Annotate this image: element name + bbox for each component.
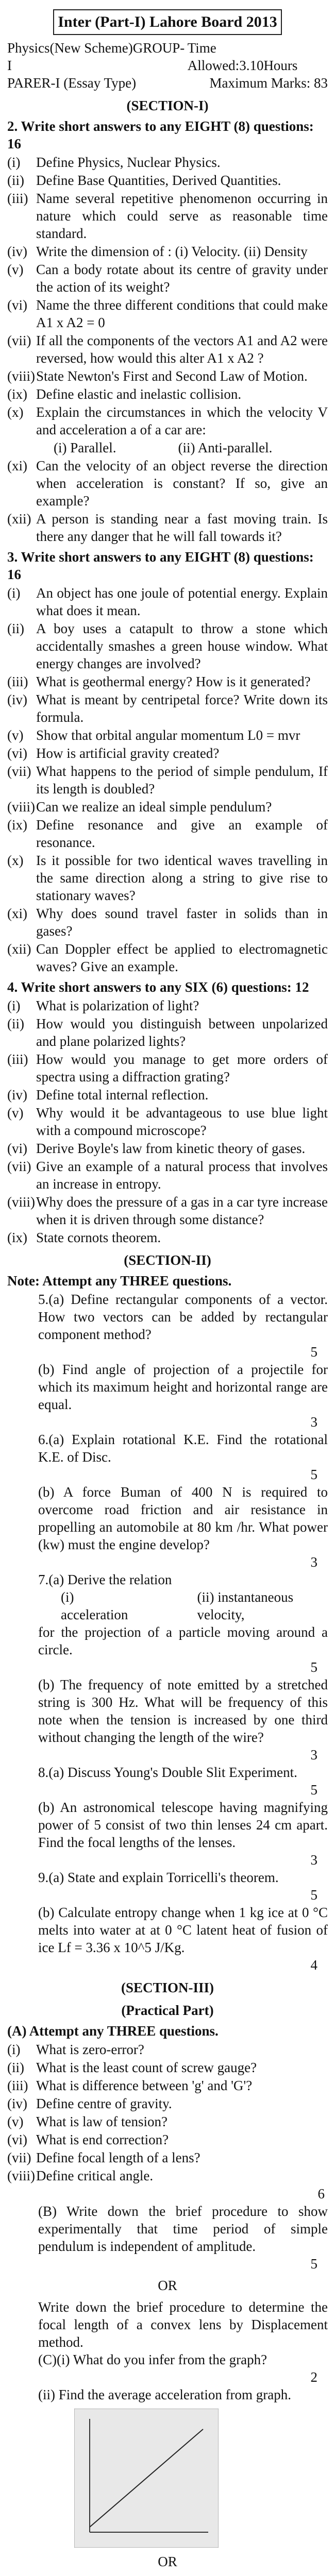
- q3-item-text: Define resonance and give an example of resonance.: [36, 817, 328, 850]
- q3-item-text: Is it possible for two identical waves travelling in the same direction along a string to give rise to stationary waves?: [36, 853, 328, 903]
- q4-item-number: (vi): [7, 1141, 27, 1156]
- q2-item: [0, 261, 335, 296]
- q2-item-number: (xii): [7, 511, 31, 527]
- practical-item: [0, 2113, 335, 2130]
- q2-item: [0, 510, 335, 545]
- q4-item-number: (vii): [7, 1159, 31, 1174]
- q9a-marks: 5: [310, 1887, 317, 1903]
- practical-item-number: (vi): [7, 2132, 27, 2147]
- q2-item-text: Can the velocity of an object reverse the direction when acceleration is constant? If so, give an example?: [36, 458, 328, 509]
- practical-item: [0, 2077, 335, 2094]
- q3-heading: 3. Write short answers to any EIGHT (8) questions: 16: [7, 549, 314, 582]
- q2-item-text: Name the three different conditions that could make A1 x A2 = 0: [36, 297, 328, 330]
- q2-item-number: (vi): [7, 297, 27, 313]
- q4-item: [0, 997, 335, 1014]
- part-c-ii: (ii) Find the average acceleration from graph.: [38, 2387, 292, 2402]
- q3-item: [0, 744, 335, 762]
- q3-item-number: (ii): [7, 621, 24, 636]
- part-b: (B) Write down the brief procedure to show experimentally that time period of simple pendulum is independent of amplitude.: [38, 2204, 328, 2254]
- part-c-marks: 2: [310, 2369, 317, 2385]
- paper-label: PARER-I (Essay Type): [7, 75, 137, 91]
- q2-item-text: Explain the circumstances in which the velocity V and acceleration a of a car are:: [36, 404, 328, 437]
- practical-item: [0, 2131, 335, 2148]
- q3-item-number: (ix): [7, 817, 27, 833]
- section-2-title: (SECTION-II): [124, 1252, 211, 1268]
- q4-item-text: How would you distinguish between unpolarized and plane polarized lights?: [36, 1016, 328, 1049]
- section-3-title: (SECTION-III): [121, 1980, 214, 1995]
- page-title: Inter (Part-I) Lahore Board 2013: [53, 9, 282, 35]
- q3-item-text: A boy uses a catapult to throw a stone which accidentally smashes a green house window. What energy changes are involved?: [36, 621, 328, 671]
- q2-item: [0, 403, 335, 438]
- q6a-marks: 5: [310, 1467, 317, 1482]
- q2-list: [0, 154, 335, 545]
- q9b: (b) Calculate entropy change when 1 kg ice at 0 °C melts into water at at 0 °C latent heat of fusion of ice Lf = 3.36 x 10^5 J/Kg.: [38, 1905, 328, 1955]
- q3-item-number: (iii): [7, 674, 28, 689]
- q3-item: [0, 584, 335, 619]
- q4-item-text: How would you manage to get more orders of spectra using a diffraction grating?: [36, 1052, 328, 1084]
- practical-item-number: (viii): [7, 2168, 35, 2183]
- q7b-marks: 3: [310, 1747, 317, 1762]
- q3-item-number: (viii): [7, 799, 35, 815]
- q4-item-text: Derive Boyle's law from kinetic theory of gases.: [36, 1141, 306, 1156]
- q4-item-number: (iv): [7, 1087, 27, 1103]
- q2-x-options: [0, 439, 335, 456]
- q2-item-number: (iv): [7, 244, 27, 259]
- q4-item: [0, 1050, 335, 1086]
- q3-item: [0, 726, 335, 744]
- q3-item: [0, 798, 335, 816]
- q2-item: [0, 457, 335, 510]
- q7a-options: [7, 1588, 328, 1623]
- q3-item-text: Show that orbital angular momentum L0 = mvr: [36, 727, 300, 743]
- q4-item-text: State cornots theorem.: [36, 1230, 161, 1245]
- q4-item-number: (ix): [7, 1230, 27, 1245]
- subject-label: Physics(New Scheme)GROUP-I: [7, 40, 185, 73]
- q2-item-number: (ix): [7, 386, 27, 402]
- q3-item-number: (xi): [7, 906, 27, 921]
- q3-item: [0, 673, 335, 690]
- q5a: 5.(a) Define rectangular components of a vector. How two vectors can be added by rectangular component method?: [38, 1292, 328, 1342]
- q6b-marks: 3: [310, 1554, 317, 1570]
- q2-heading: 2. Write short answers to any EIGHT (8) questions: 16: [7, 118, 314, 151]
- or-divider-2: OR: [158, 2554, 177, 2569]
- q3-item-number: (vi): [7, 745, 27, 761]
- practical-item: [0, 2041, 335, 2058]
- q2-item-number: (x): [7, 404, 24, 420]
- q7a-option-2: (ii) instantaneous velocity,: [197, 1589, 294, 1622]
- q8b: (b) An astronomical telescope having magnifying power of 5 consist of two thin lenses 24 cm apart. Find the focal lengths of the lenses.: [38, 1800, 328, 1850]
- q3-item-text: Can we realize an ideal simple pendulum?: [36, 799, 272, 815]
- practical-item: [0, 2095, 335, 2112]
- q7b: (b) The frequency of note emitted by a stretched string is 300 Hz. What will be frequency of this note when the tension is increased by one third without changing the length of the wire?: [38, 1677, 328, 1745]
- q2-item-text: Define Base Quantities, Derived Quantities.: [36, 173, 281, 188]
- q2-item-number: (iii): [7, 191, 28, 206]
- q3-item: [0, 905, 335, 940]
- q3-list: [0, 584, 335, 975]
- or-divider: OR: [158, 2278, 177, 2293]
- max-marks: Maximum Marks: 83: [209, 75, 328, 91]
- q2-item: [0, 190, 335, 242]
- q4-item-text: Why would it be advantageous to use blue light with a compound microscope?: [36, 1105, 328, 1138]
- q2-item: [0, 154, 335, 171]
- q4-item-number: (viii): [7, 1194, 35, 1210]
- practical-item: [0, 2059, 335, 2076]
- q4-item: [0, 1140, 335, 1157]
- q7a-option-1: (i) acceleration: [61, 1589, 128, 1622]
- q7a: 7.(a) Derive the relation: [38, 1572, 172, 1587]
- practical-item-number: (iv): [7, 2096, 27, 2111]
- practical-item-text: What is zero-error?: [36, 2042, 144, 2057]
- q3-item-number: (vii): [7, 764, 31, 779]
- q2-item: [0, 296, 335, 331]
- q2-item-number: (viii): [7, 368, 35, 384]
- q3-item: [0, 940, 335, 975]
- q2-x-option: (i) Parallel.: [54, 440, 116, 455]
- q2-item-number: (xi): [7, 458, 27, 473]
- q7a-tail: for the projection of a particle moving around a circle.: [38, 1624, 328, 1657]
- q3-item-number: (i): [7, 585, 21, 601]
- q2-item: [0, 172, 335, 189]
- long-questions: [0, 1291, 335, 1974]
- part-c: (C)(i) What do you infer from the graph?: [38, 2352, 267, 2367]
- q4-item-text: Give an example of a natural process that involves an increase in entropy.: [36, 1159, 328, 1192]
- practical-item-text: Define centre of gravity.: [36, 2096, 172, 2111]
- q2-item-text: Can a body rotate about its centre of gravity under the action of its weight?: [36, 262, 328, 295]
- q3-item-text: What happens to the period of simple pendulum, If its length is doubled?: [36, 764, 328, 796]
- q3-item-text: What is geothermal energy? How is it generated?: [36, 674, 311, 689]
- q3-item: [0, 816, 335, 851]
- practical-item-text: What is law of tension?: [36, 2114, 167, 2129]
- q4-item: [0, 1193, 335, 1228]
- q3-item: [0, 620, 335, 672]
- q4-item: [0, 1086, 335, 1104]
- q4-list: [0, 997, 335, 1246]
- q6b: (b) A force Buman of 400 N is required to overcome road friction and air resistance in propelling an automobile at 80 km /hr. What power (kw) must the engine develop?: [38, 1484, 328, 1552]
- q4-item: [0, 1229, 335, 1246]
- q2-item-number: (i): [7, 155, 21, 170]
- q2-item: [0, 367, 335, 385]
- q3-item-number: (v): [7, 727, 24, 743]
- q4-item-number: (iii): [7, 1052, 28, 1067]
- q3-item: [0, 762, 335, 798]
- q2-item-text: A person is standing near a fast moving train. Is there any danger that he will fall towards it?: [36, 511, 328, 544]
- q2-item-text: Define Physics, Nuclear Physics.: [36, 155, 221, 170]
- q4-item-number: (i): [7, 998, 21, 1013]
- q5b-marks: 3: [310, 1414, 317, 1430]
- q4-heading: 4. Write short answers to any SIX (6) questions: 12: [7, 979, 309, 995]
- q5a-marks: 5: [310, 1344, 317, 1360]
- q4-item: [0, 1015, 335, 1050]
- practical-item-text: What is difference between 'g' and 'G'?: [36, 2078, 253, 2093]
- section-2-note: Note: Attempt any THREE questions.: [7, 1273, 232, 1289]
- q8b-marks: 3: [310, 1852, 317, 1868]
- q2-item-text: Write the dimension of : (i) Velocity. (ii) Density: [36, 244, 308, 259]
- q4-item-text: What is polarization of light?: [36, 998, 199, 1013]
- q3-item-text: How is artificial gravity created?: [36, 745, 220, 761]
- q4-item-number: (v): [7, 1105, 24, 1121]
- practical-item: [0, 2167, 335, 2184]
- q3-item-number: (iv): [7, 692, 27, 707]
- practical-item-text: What is the least count of screw gauge?: [36, 2060, 257, 2075]
- q3-item: [0, 691, 335, 726]
- part-a-marks: 6: [317, 2186, 325, 2201]
- practical-item-number: (vii): [7, 2150, 31, 2165]
- part-b-marks: 5: [310, 2256, 317, 2272]
- part-b-alt: Write down the brief procedure to determine the focal length of a convex lens by Displacement method.: [38, 2299, 328, 2350]
- q2-item-number: (ii): [7, 173, 24, 188]
- q3-item-text: Why does sound travel faster in solids than in gases?: [36, 906, 328, 939]
- q2-item-text: Name several repetitive phenomenon occurring in nature which could serve as reasonable time standard.: [36, 191, 328, 241]
- practical-item-text: Define focal length of a lens?: [36, 2150, 200, 2165]
- q9a: 9.(a) State and explain Torricelli's theorem.: [38, 1870, 279, 1885]
- q3-item-number: (xii): [7, 941, 31, 957]
- practical-item-number: (i): [7, 2042, 21, 2057]
- q2-item-text: Define elastic and inelastic collision.: [36, 386, 242, 402]
- q3-item-text: An object has one joule of potential energy. Explain what does it mean.: [36, 585, 328, 618]
- q3-item-number: (x): [7, 853, 24, 868]
- q2-item-text: If all the components of the vectors A1 and A2 were reversed, how would this alter A1 x A2 ?: [36, 333, 328, 366]
- q4-item-number: (ii): [7, 1016, 24, 1031]
- q9b-marks: 4: [310, 1957, 317, 1973]
- section-1-title: (SECTION-I): [126, 98, 209, 113]
- practical-item-number: (v): [7, 2114, 24, 2129]
- q2-item-number: (vii): [7, 333, 31, 348]
- practical-item-number: (ii): [7, 2060, 24, 2075]
- q3-item-text: Can Doppler effect be applied to electromagnetic waves? Give an example.: [36, 941, 328, 974]
- velocity-time-graph: [74, 2409, 219, 2548]
- practical-list: [0, 2041, 335, 2184]
- q8a-marks: 5: [310, 1782, 317, 1798]
- q8a: 8.(a) Discuss Young's Double Slit Experiment.: [38, 1765, 297, 1780]
- q3-item: [0, 852, 335, 904]
- q4-item: [0, 1104, 335, 1139]
- q2-item-number: (v): [7, 262, 24, 277]
- section-3-subtitle: (Practical Part): [121, 2003, 214, 2018]
- q2-item-text: State Newton's First and Second Law of Motion.: [36, 368, 308, 384]
- q4-item-text: Why does the pressure of a gas in a car tyre increase when it is driven through some distance?: [36, 1194, 328, 1227]
- q2-item: [0, 385, 335, 403]
- practical-item-text: What is end correction?: [36, 2132, 169, 2147]
- q2-x-option: (ii) Anti-parallel.: [178, 440, 273, 455]
- q6a: 6.(a) Explain rotational K.E. Find the rotational K.E. of Disc.: [38, 1432, 328, 1465]
- q2-item: [0, 243, 335, 260]
- time-allowed: Time Allowed:3.10Hours: [187, 40, 298, 73]
- q4-item: [0, 1158, 335, 1193]
- paper-meta: [0, 39, 335, 92]
- q2-item: [0, 332, 335, 367]
- part-a-heading: (A) Attempt any THREE questions.: [7, 2023, 219, 2039]
- q7a-marks: 5: [310, 1659, 317, 1675]
- practical-item: [0, 2149, 335, 2166]
- practical-item-text: Define critical angle.: [36, 2168, 154, 2183]
- practical-item-number: (iii): [7, 2078, 28, 2093]
- q3-item-text: What is meant by centripetal force? Write down its formula.: [36, 692, 328, 725]
- q4-item-text: Define total internal reflection.: [36, 1087, 209, 1103]
- q5b: (b) Find angle of projection of a projectile for which its maximum height and horizontal range are equal.: [38, 1362, 328, 1412]
